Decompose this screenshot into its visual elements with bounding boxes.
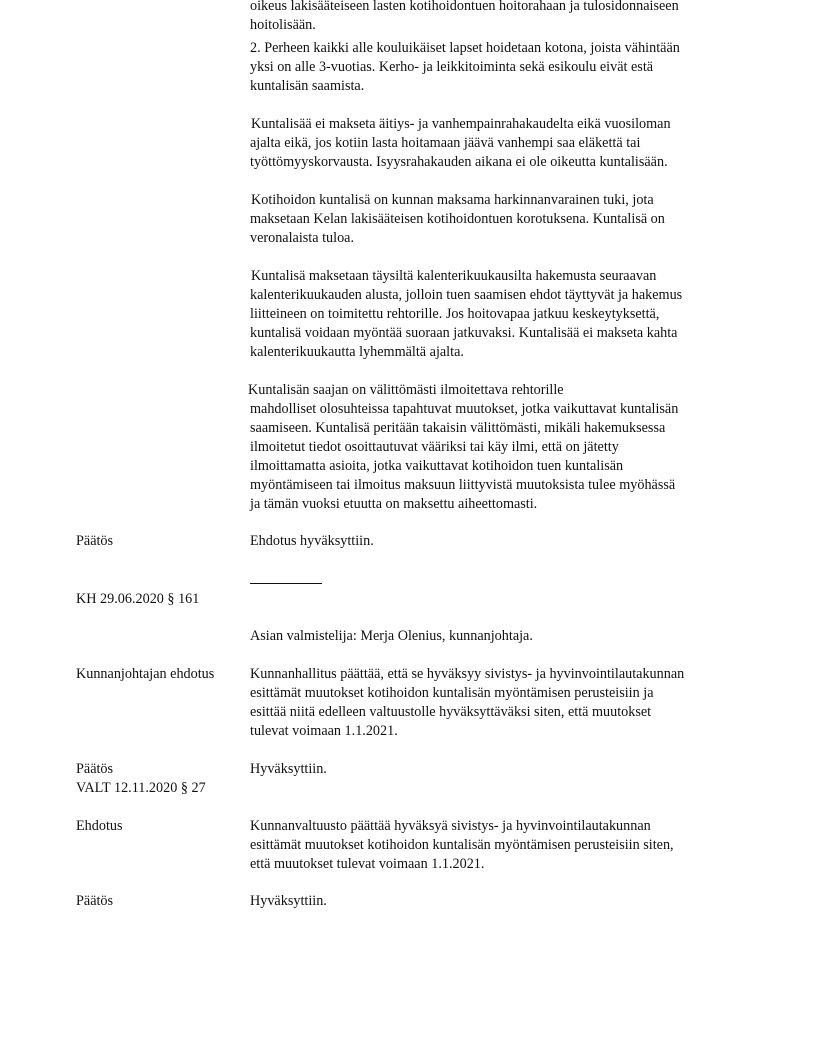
body-line: ilmoittamatta asioita, jotka vaikuttavat kotihoidon tuen kuntalisän	[250, 458, 624, 474]
section-label-paatos: Päätös	[76, 533, 114, 549]
body-line: työttömyyskorvausta. Isyysrahakauden aikana ei ole oikeutta kuntalisään.	[250, 154, 668, 170]
body-line: liitteineen on toimitettu rehtorille. Jos hoitovapaa jatkuu keskeytyksettä,	[250, 306, 660, 322]
body-line: ja tämän vuoksi etuutta on maksettu aiheettomasti.	[250, 496, 538, 512]
separator-rule	[250, 583, 322, 584]
section-label-ehdotus: Ehdotus	[76, 818, 123, 834]
body-line: ilmoitetut tiedot osoittautuvat vääriksi tai käy ilmi, että on jätetty	[250, 439, 619, 455]
preparer-text: Asian valmistelija: Merja Olenius, kunnanjohtaja.	[250, 628, 533, 644]
body-line: hoitolisään.	[250, 17, 316, 33]
body-line: Kuntalisän saajan on välittömästi ilmoitettava rehtorille	[248, 382, 564, 398]
body-line: yksi on alle 3-vuotias. Kerho- ja leikkitoiminta sekä esikoulu eivät estä	[250, 59, 654, 75]
body-line: oikeus lakisääteiseen lasten kotihoidontuen hoitorahaan ja tulosidonnaiseen	[250, 0, 679, 14]
body-line: tulevat voimaan 1.1.2021.	[250, 723, 398, 739]
body-line: kalenterikuukautta lyhemmältä ajalta.	[250, 344, 464, 360]
meeting-reference: VALT 12.11.2020 § 27	[76, 780, 206, 796]
decision-text: Hyväksyttiin.	[250, 893, 327, 909]
body-line: 2. Perheen kaikki alle kouluikäiset lapset hoidetaan kotona, joista vähintään	[250, 40, 680, 56]
section-label-proposal: Kunnanjohtajan ehdotus	[76, 666, 215, 682]
body-line: Kotihoidon kuntalisä on kunnan maksama harkinnanvarainen tuki, jota	[251, 192, 654, 208]
body-line: esittämät muutokset kotihoidon kuntalisän myöntämisen perusteisiin siten,	[250, 837, 674, 853]
decision-text: Hyväksyttiin.	[250, 761, 327, 777]
body-line: Kuntalisä maksetaan täysiltä kalenterikuukausilta hakemusta seuraavan	[251, 268, 657, 284]
body-line: myöntämiseen tai ilmoitus maksuun liittyvistä muutoksista tulee myöhässä	[250, 477, 676, 493]
body-line: Kunnanvaltuusto päättää hyväksyä sivistys- ja hyvinvointilautakunnan	[250, 818, 651, 834]
body-line: maksetaan Kelan lakisääteisen kotihoidontuen korotuksena. Kuntalisä on	[250, 211, 665, 227]
body-line: esittämät muutokset kotihoidon kuntalisän myöntämisen perusteisiin ja	[250, 685, 654, 701]
body-line: kuntalisän saamista.	[250, 78, 365, 94]
meeting-reference: KH 29.06.2020 § 161	[76, 591, 200, 607]
body-line: kuntalisä voidaan myöntää suoraan jatkuvaksi. Kuntalisää ei makseta kahta	[250, 325, 678, 341]
body-line: Kuntalisää ei makseta äitiys- ja vanhempainrahakaudelta eikä vuosiloman	[251, 116, 671, 132]
body-line: kalenterikuukauden alusta, jolloin tuen saamisen ehdot täyttyvät ja hakemus	[250, 287, 683, 303]
body-line: että muutokset tulevat voimaan 1.1.2021.	[250, 856, 485, 872]
body-line: ajalta eikä, jos kotiin lasta hoitamaan jäävä vanhempi saa eläkettä tai	[250, 135, 641, 151]
body-line: mahdolliset olosuhteissa tapahtuvat muutokset, jotka vaikuttavat kuntalisän	[250, 401, 679, 417]
body-line: esittää niitä edelleen valtuustolle hyväksyttäväksi siten, että muutokset	[250, 704, 652, 720]
decision-text: Ehdotus hyväksyttiin.	[250, 533, 374, 549]
section-label-paatos: Päätös	[76, 761, 114, 777]
body-line: Kunnanhallitus päättää, että se hyväksyy sivistys- ja hyvinvointilautakunnan	[250, 666, 685, 682]
body-line: saamiseen. Kuntalisä peritään takaisin välittömästi, mikäli hakemuksessa	[250, 420, 666, 436]
section-label-paatos: Päätös	[76, 893, 114, 909]
body-line: veronalaista tuloa.	[250, 230, 355, 246]
